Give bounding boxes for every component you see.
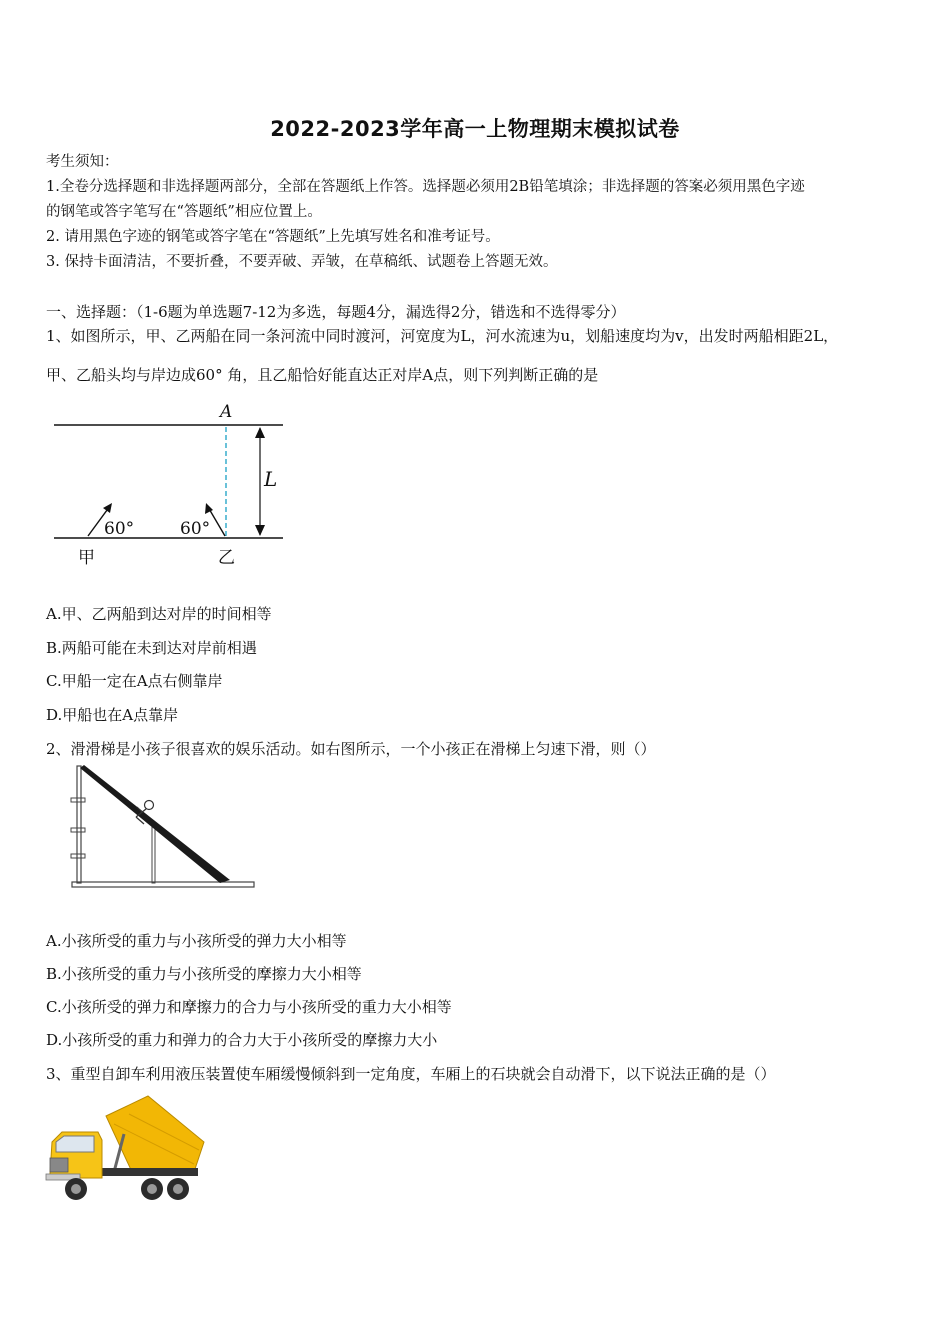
width-arrow-head-top: [255, 427, 265, 438]
ladder-rung-2: [71, 828, 85, 832]
q1-option-d: D.甲船也在A点靠岸: [46, 706, 179, 724]
ladder-rung-3: [71, 854, 85, 858]
notice-item-1: 1.全卷分选择题和非选择题两部分，全部在答题纸上作答。选择题必须用2B铅笔填涂；非选择题的答案必须用黑色字迹: [46, 179, 805, 195]
boat-yi-velocity-arrow: [208, 507, 225, 536]
cab-window: [56, 1136, 94, 1152]
label-A: A: [220, 402, 233, 422]
cab-grille: [50, 1158, 68, 1172]
q1-stem-line1: 1、如图所示，甲、乙两船在同一条河流中同时渡河，河宽度为L，河水流速为u，划船速度均为v，出发时两船相距2L，: [46, 327, 839, 345]
q2-option-a: A.小孩所受的重力与小孩所受的弹力大小相等: [46, 932, 347, 950]
q3-stem: 3、重型自卸车利用液压装置使车厢缓慢倾斜到一定角度，车厢上的石块就会自动滑下，以下说法正确的是（）: [46, 1065, 776, 1083]
boat-label-yi: 乙: [218, 548, 235, 568]
notice-item-3: 3. 保持卡面清洁，不要折叠，不要弄破、弄皱，在草稿纸、试题卷上答题无效。: [46, 254, 558, 270]
dump-bed: [106, 1096, 204, 1172]
label-L: L: [264, 467, 278, 491]
angle-label-2: 60°: [180, 519, 211, 539]
section-heading: 一、选择题：（1-6题为单选题7-12为多选，每题4分，漏选得2分，错选和不选得零分）: [46, 303, 626, 321]
width-arrow-head-bottom: [255, 525, 265, 536]
child-head: [145, 801, 154, 810]
angle-label-1: 60°: [104, 519, 135, 539]
q1-option-c: C.甲船一定在A点右侧靠岸: [46, 672, 223, 690]
page-title: 2022-2023学年高一上物理期末模拟试卷: [270, 117, 680, 141]
q2-option-b: B.小孩所受的重力与小孩所受的摩擦力大小相等: [46, 965, 362, 983]
q3-dump-truck-image: [44, 1094, 209, 1206]
q2-option-d: D.小孩所受的重力和弹力的合力大于小孩所受的摩擦力大小: [46, 1031, 438, 1049]
q1-option-a: A.甲、乙两船到达对岸的时间相等: [46, 605, 272, 623]
q2-option-c: C.小孩所受的弹力和摩擦力的合力与小孩所受的重力大小相等: [46, 998, 452, 1016]
q1-stem-line2: 甲、乙船头均与岸边成60° 角，且乙船恰好能直达正对岸A点，则下列判断正确的是: [46, 366, 599, 384]
q2-stem: 2、滑滑梯是小孩子很喜欢的娱乐活动。如右图所示，一个小孩正在滑梯上匀速下滑，则（）: [46, 740, 656, 758]
support-post: [152, 826, 155, 883]
q2-slide-figure: [60, 762, 260, 897]
boat-label-jia: 甲: [78, 548, 95, 568]
notice-heading: 考生须知：: [46, 154, 119, 170]
boat-jia-arrow-head: [103, 503, 112, 513]
ladder-post: [77, 766, 81, 883]
notice-item-1-cont: 的钢笔或答字笔写在“答题纸”相应位置上。: [46, 204, 322, 220]
ground-bar: [72, 882, 254, 887]
q1-option-b: B.两船可能在未到达对岸前相遇: [46, 639, 257, 657]
q1-river-figure: [48, 400, 288, 570]
ladder-rung-1: [71, 798, 85, 802]
notice-item-2: 2. 请用黑色字迹的钢笔或答字笔在“答题纸”上先填写姓名和准考证号。: [46, 229, 500, 245]
